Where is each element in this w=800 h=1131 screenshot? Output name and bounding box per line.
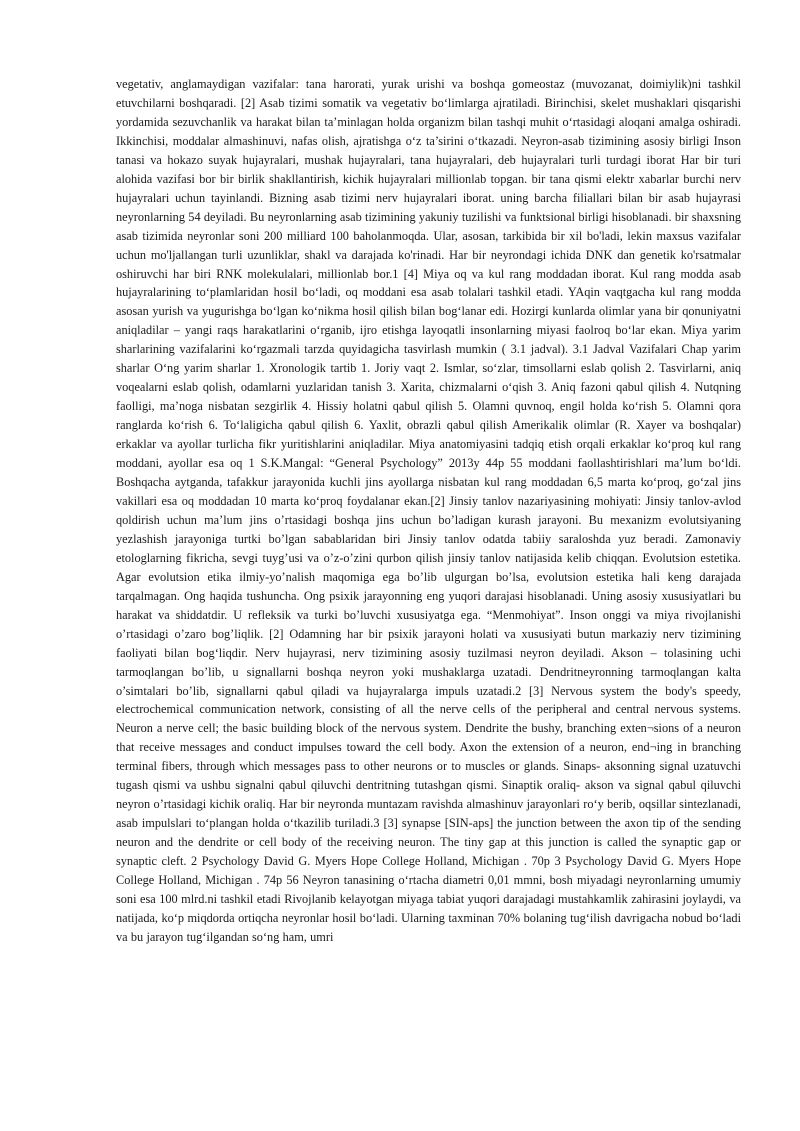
document-page — [116, 75, 741, 947]
body-paragraph: vegetativ, anglamaydigan vazifalar: tana harorati, yurak urishi va boshqa gomeostaz (muvozanat, doimiylik)ni tashkil etuvchilarni boshqaradi. [2] Asab tizimi somatik va vegetativ bo‘limlarga ajratiladi. Birinchisi, skelet mushaklari qisqarishi yordamida sezuvchanlik va harakat bilan ta’minlagan holda organizm bilan tashqi muhit o‘rtasidagi aloqani amalga oshiradi. Ikkinchisi, moddalar almashinuvi, nafas olish, ajratishga o‘z ta’sirini o‘tkazadi. Neyron-asab tizimining asosiy birligi Inson tanasi va hokazo suyak hujayralari, mushak hujayralari, tana hujayralari, deb hujayralari turli turdagi iborat Har bir turi alohida vazifasi bor bir birlik shakllantirish, kichik hujayralari millionlab topgan. bir tana qismi elektr xabarlar burchi nerv hujayralari uchun tayinlandi. Bizning asab tizimi nerv hujayralari iborat. uning barcha filiallari bilan bir asab hujayrasi neyronlarning 54 deyiladi. Bu neyronlarning asab tizimining yakuniy tuzilishi va funktsional birligi hisoblanadi. bir shaxsning asab tizimida neyronlar soni 200 milliard 100 baholanmoqda. Ular, asosan, tarkibida bir xil bo'ladi, lekin maxsus vazifalar uchun mo'ljallangan turli uzunliklar, shakl va darajada ko'rinadi. Har bir neyrondagi ichida DNK dan genetik ko'rsatmalar oshiruvchi har biri RNK molekulalari, millionlab bor.1 [4] Miya oq va kul rang moddadan iborat. Kul rang modda asab hujayralarining to‘plamlaridan hosil bo‘ladi, oq moddani esa asab tolalari tashkil etadi. YAqin vaqtgacha kul rang modda asosan yurish va yugurishga bo‘lgan ko‘nikma hosil qilish bilan bog‘lanar edi. Hozirgi kunlarda olimlar yana bir qonuniyatni aniqladilar – yangi raqs harakatlarini o‘rganib, ijro etishga layoqatli insonlarning miyasi faolroq bo‘lar ekan. Miya yarim sharlarining vazifalarini ko‘rgazmali tarzda quyidagicha tasvirlash mumkin ( 3.1 jadval). 3.1 Jadval Vazifalari Chap yarim sharlar O‘ng yarim sharlar 1. Xronologik tartib 1. Joriy vaqt 2. Ismlar, so‘zlar, timsollarni eslab qolish 2. Tasvirlarni, aniq voqealarni eslab qolish, odamlarni yuzlaridan tanish 3. Xarita, chizmalarni o‘qish 3. Aniq fazoni qabul qilish 4. Nutqning faolligi, ma’noga nisbatan sezgirlik 4. Hissiy holatni qabul qilish 5. Olamni quvnoq, engil holda ko‘rish 5. Olamni qora ranglarda ko‘rish 6. To‘laligicha qabul qilish 6. Yaxlit, obrazli qabul qilish Amerikalik olimlar (R. Xayer va boshqalar) erkaklar va ayollar turlicha fikr yuritishlarini aniqladilar. Miya anatomiyasini tadqiq etish orqali erkaklar ko‘proq kul rang moddani, ayollar esa oq 1 S.K.Mangal: “General Psychology” 2013y 44p 55 moddani faollashtirishlari ma’lum bo‘ldi. Boshqacha aytganda, tafakkur jarayonida kuchli jins ayollarga nisbatan kul rang moddadan 6,5 marta ko‘proq, go‘zal jins vakillari esa oq moddadan 10 marta ko‘proq foydalanar ekan.[2] Jinsiy tanlov nazariyasining mohiyati: Jinsiy tanlov-avlod qoldirish uchun ma’lum jins o’rtasidagi boshqa jins uchun bo’ladigan kurash jarayoni. Bu mexanizm evolutsiyaning yezlashish jarayoniga turtki bo’lgan sabablaridan biri Jinsiy tanlov odatda tabiiy saraloshda yuz beradi. Zamonaviy etologlarning fikricha, sevgi tuyg’usi va o’z-o’zini qurbon qilish jinsiy tanlov natijasida kelib chiqqan. Evolutsion estetika. Agar evolutsion etika ilmiy-yo’nalish maqomiga ega bo’lib ulgurgan bo’lsa, evolutsion estetika hali keng darajada tarqalmagan. Ong haqida tushuncha. Ong psixik jarayonning eng yuqori darajasi hisoblanadi. Uning asosiy xususiyatlari bu harakat va shiddatdir. U refleksik va turki bo’luvchi xususiyatga ega. “Menmohiyat”. Inson onggi va miya rivojlanishi o’rtasidagi o’zaro bog’liqlik. [2] Odamning har bir psixik jarayoni holati va xususiyati butun markaziy nerv tizimining faoliyati bilan bog‘liqdir. Nerv hujayrasi, nerv tizimining asosiy tuzilmasi neyron deyiladi. Akson – tolasining uchi tarmoqlangan bo’lib, u signallarni boshqa neyron yoki mushaklarga uzatadi. Dendritneyronning tarmoqlangan kalta o’simtalari bo’lib, signallarni qabul qiladi va hujayralarga impuls uzatadi.2 [3] Nervous system the body's speedy, electrochemical communication network, consisting of all the nerve cells of the peripheral and central nervous systems. Neuron a nerve cell; the basic building block of the nervous system. Dendrite the bushy, branching exten¬sions of a neuron that receive messages and conduct impulses toward the cell body. Axon the extension of a neuron, end¬ing in branching terminal fibers, through which messages pass to other neurons or to muscles or glands. Sinaps- aksonning signal uzatuvchi tugash qismi va ushbu signalni qabul qiluvchi dentritning tutashgan qismi. Sinaptik oraliq- akson va signal qabul qiluvchi neyron o’rtasidagi kichik oraliq. Har bir neyronda muntazam ravishda almashinuv jarayonlari ro‘y berib, oqsillar sintezlanadi, asab impulslari to‘plangan holda o‘tkazilib turiladi.3 [3] synapse [SIN-aps] the junction between the axon tip of the sending neuron and the dendrite or cell body of the receiving neuron. The tiny gap at this junction is called the synaptic gap or synaptic cleft. 2 Psychology David G. Myers Hope College Holland, Michigan . 70p 3 Psychology David G. Myers Hope College Holland, Michigan . 74p 56 Neyron tanasining o‘rtacha diametri 0,01 mmni, bosh miyadagi neyronlarning umumiy soni esa 100 mlrd.ni tashkil etadi Rivojlanib kelayotgan miyaga tabiat yuqori darajadagi mustahkamlik zahirasini joylaydi, va natijada, ko‘p miqdorda ortiqcha neyronlar hosil bo‘ladi. Ularning taxminan 70% bolaning tug‘ilish davrigacha nobud bo‘ladi va bu jarayon tug‘ilgandan so‘ng ham, umri — [116, 77, 741, 944]
